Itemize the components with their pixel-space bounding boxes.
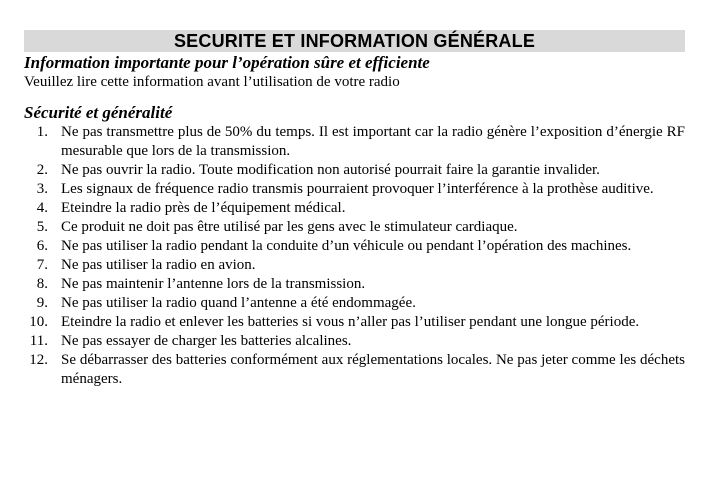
item-text: Ne pas utiliser la radio en avion. [61, 257, 256, 273]
item-number: 8. [36, 276, 48, 292]
safety-list [24, 123, 685, 389]
list-item [24, 256, 685, 275]
item-text: Ne pas ouvrir la radio. Toute modification non autorisé pourrait faire la garantie invalider. [61, 162, 600, 178]
item-number: 6. [36, 238, 48, 254]
intro-text: Veuillez lire cette information avant l’utilisation de votre radio [24, 74, 400, 90]
item-number: 3. [36, 181, 48, 197]
list-item [24, 161, 685, 180]
item-text: Ce produit ne doit pas être utilisé par les gens avec le stimulateur cardiaque. [61, 219, 518, 235]
item-number: 1. [36, 124, 48, 140]
item-text: Eteindre la radio et enlever les batteries si vous n’aller pas l’utiliser pendant une longue période. [61, 314, 640, 330]
list-item [24, 294, 685, 313]
item-text: Ne pas essayer de charger les batteries alcalines. [61, 333, 352, 349]
item-number: 12. [29, 352, 48, 368]
list-item [24, 218, 685, 237]
list-item [24, 237, 685, 256]
page-title: SECURITE ET INFORMATION GÉNÉRALE [24, 30, 685, 52]
item-text: Ne pas utiliser la radio quand l’antenne a été endommagée. [61, 295, 416, 311]
list-item [24, 332, 685, 351]
document-page [24, 30, 685, 389]
item-number: 11. [29, 333, 48, 349]
list-item [24, 199, 685, 218]
item-number: 9. [36, 295, 48, 311]
list-item [24, 275, 685, 294]
item-number: 4. [36, 200, 48, 216]
list-item [24, 180, 685, 199]
subtitle: Information importante pour l’opération sûre et efficiente [24, 53, 430, 72]
list-item [24, 313, 685, 332]
item-text: Ne pas utiliser la radio pendant la conduite d’un véhicule ou pendant l’opération des machines. [61, 238, 632, 254]
list-item [24, 123, 685, 161]
item-number: 10. [29, 314, 48, 330]
item-number: 5. [36, 219, 48, 235]
item-text: Eteindre la radio près de l’équipement médical. [61, 200, 346, 216]
item-text: Ne pas transmettre plus de 50% du temps. Il est important car la radio génère l’exposition d’énergie RF mesurable que lors de la transmission. [61, 124, 685, 159]
list-item [24, 351, 685, 389]
item-text: Ne pas maintenir l’antenne lors de la transmission. [61, 276, 366, 292]
item-text: Se débarrasser des batteries conformément aux réglementations locales. Ne pas jeter comme les déchets ménagers. [61, 352, 685, 387]
item-text: Les signaux de fréquence radio transmis pourraient provoquer l’interférence à la prothèse auditive. [61, 181, 654, 197]
item-number: 7. [36, 257, 48, 273]
section-heading: Sécurité et généralité [24, 103, 173, 122]
item-number: 2. [36, 162, 48, 178]
